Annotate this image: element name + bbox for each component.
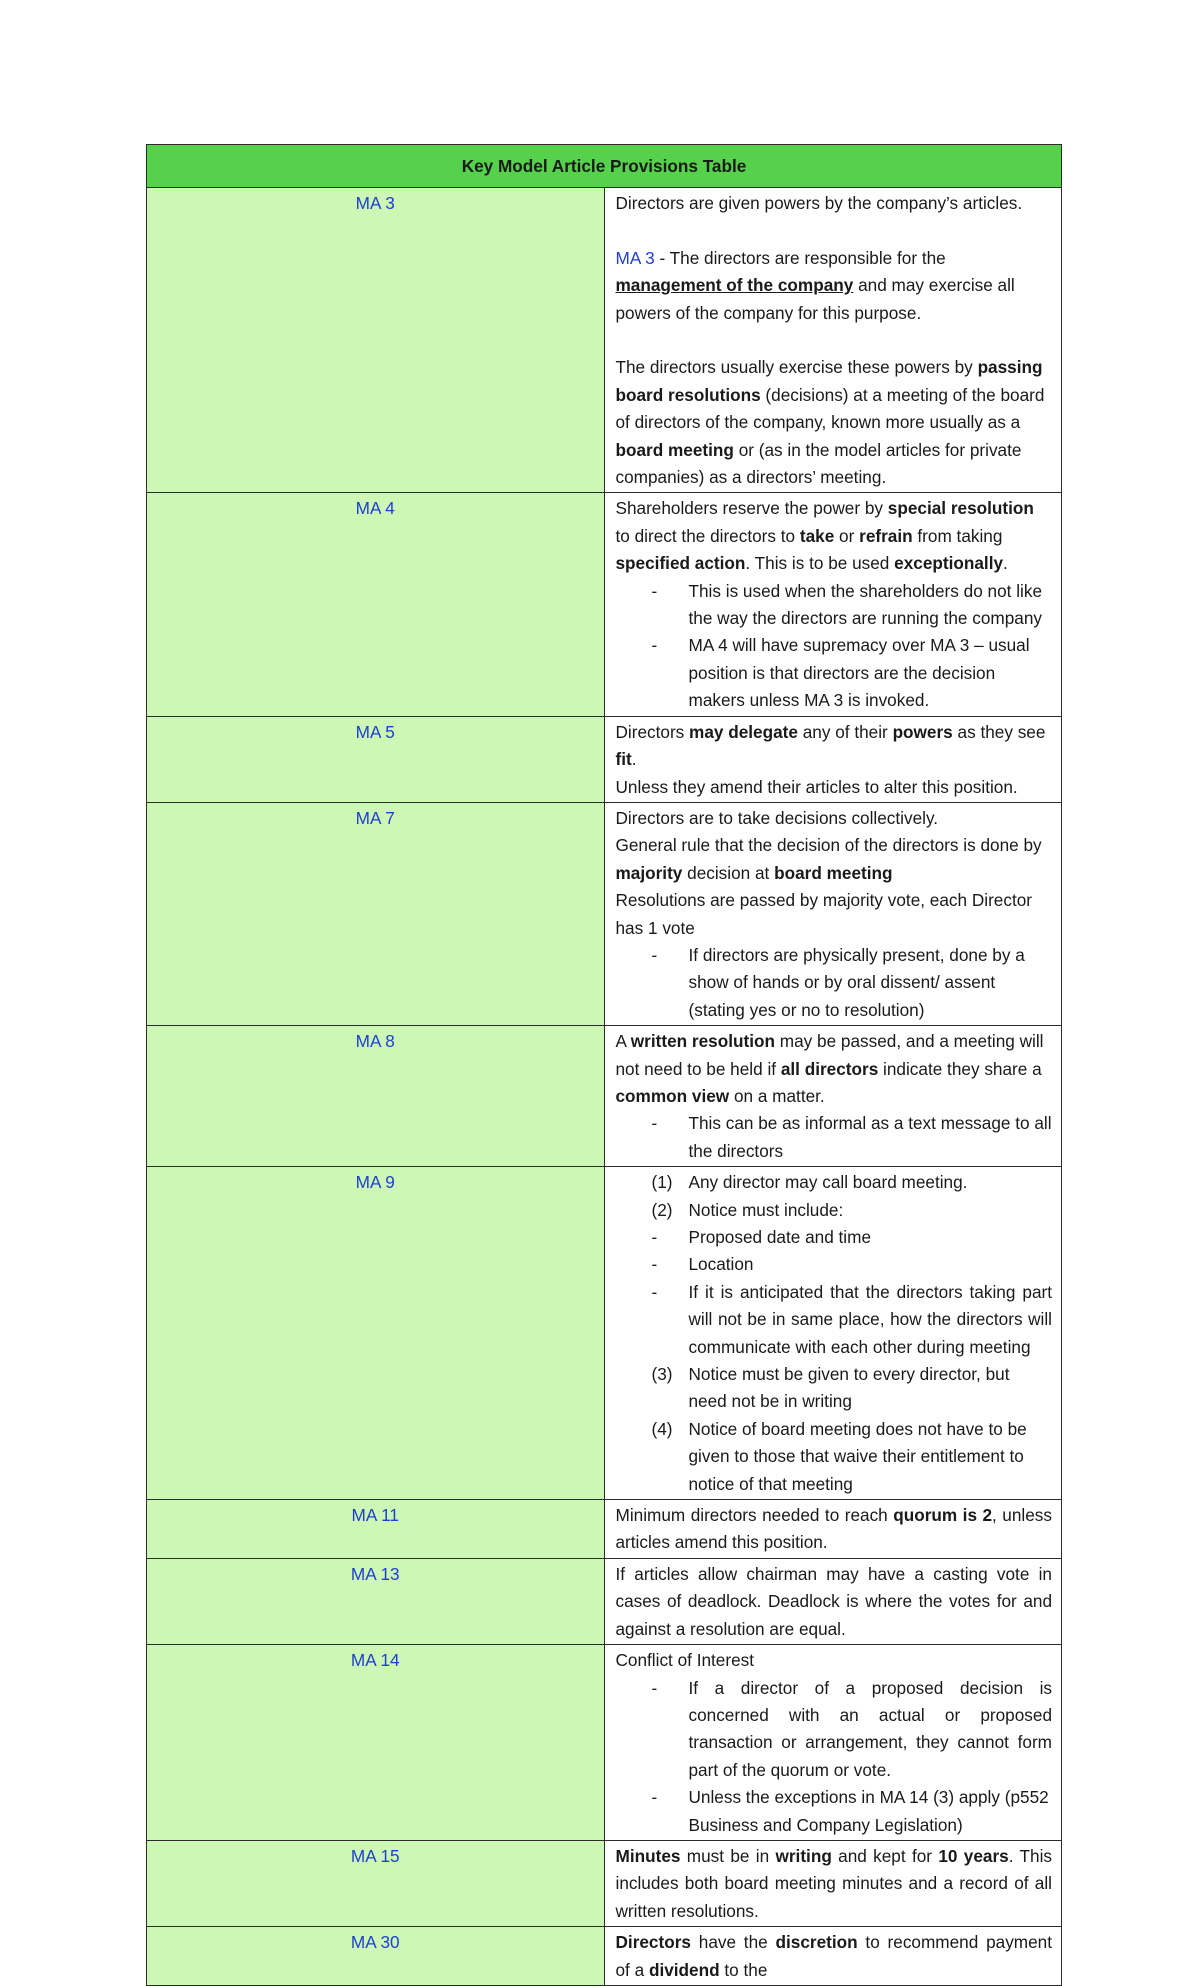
- paragraph: Minimum directors needed to reach quorum is 2, unless articles amend this position.: [615, 1505, 1052, 1553]
- list-item: - This can be as informal as a text message to all the directors: [651, 1113, 1052, 1161]
- row-content: [604, 493, 1062, 716]
- paragraph: A written resolution may be passed, and a meeting will not need to be held if all directors indicate they share a common view on a matter.: [615, 1031, 1044, 1106]
- table-row: [147, 1840, 1062, 1926]
- row-label: MA 15: [147, 1840, 605, 1926]
- row-content: [604, 188, 1062, 493]
- bullet-list: [616, 1675, 1053, 1839]
- row-label: MA 13: [147, 1558, 605, 1644]
- row-content: [604, 1167, 1062, 1500]
- paragraph: Directors may delegate any of their powers as they see fit.: [615, 721, 1046, 770]
- table-row: [147, 1500, 1062, 1559]
- bullet-list: [616, 942, 1053, 1024]
- table-row: [147, 188, 1062, 493]
- list-item: (3) Notice must be given to every director, but need not be in writing: [651, 1364, 1010, 1412]
- list-item: - Location: [651, 1254, 754, 1275]
- table-row: [147, 1558, 1062, 1644]
- table-row: [147, 1927, 1062, 1986]
- paragraph: MA 3 - The directors are responsible for the management of the company and may exercise all powers of the company for this purpose.: [615, 247, 1015, 323]
- row-label: MA 9: [147, 1167, 605, 1500]
- table-row: [147, 1645, 1062, 1841]
- table-row: [147, 802, 1062, 1025]
- paragraph: The directors usually exercise these powers by passing board resolutions (decisions) at a meeting of the board of directors of the company, known more usually as a board meeting or (as in the model articles for private companies) as a directors’ meeting.: [615, 357, 1045, 488]
- list-item: - This is used when the shareholders do not like the way the directors are running the company: [651, 580, 1043, 629]
- provisions-table: [146, 144, 1062, 1986]
- bullet-list: [616, 1110, 1053, 1165]
- row-label: MA 7: [147, 802, 605, 1025]
- list-item: - Proposed date and time: [651, 1227, 871, 1247]
- paragraph: Directors have the discretion to recommend payment of a dividend to the: [615, 1932, 1052, 1980]
- row-label: MA 3: [147, 188, 605, 493]
- row-label: MA 14: [147, 1645, 605, 1841]
- numbered-list: [616, 1169, 1053, 1498]
- table-row: [147, 1167, 1062, 1500]
- list-item: - If a director of a proposed decision is concerned with an actual or proposed transaction or arrangement, they cannot form part of the quorum or vote.: [651, 1677, 1052, 1780]
- list-item: - If directors are physically present, done by a show of hands or by oral dissent/ assent (stating yes or no to resolution): [651, 944, 1025, 1020]
- paragraph: Minutes must be in writing and kept for 10 years. This includes both board meeting minutes and a record of all written resolutions.: [615, 1845, 1052, 1921]
- list-item: - If it is anticipated that the directors taking part will not be in same place, how the directors will communicate with each other during meeting: [651, 1281, 1052, 1357]
- row-label: MA 30: [147, 1927, 605, 1986]
- paragraph: Shareholders reserve the power by special resolution to direct the directors to take or refrain from taking specified action. This is to be used exceptionally.: [615, 498, 1034, 574]
- row-content: [604, 802, 1062, 1025]
- paragraph: If articles allow chairman may have a casting vote in cases of deadlock. Deadlock is where the votes for and against a resolution are equal.: [615, 1563, 1052, 1639]
- table-title-row: [147, 145, 1062, 188]
- list-item: (2) Notice must include:: [651, 1199, 844, 1220]
- table-row: [147, 716, 1062, 802]
- row-label: MA 11: [147, 1500, 605, 1559]
- table-row: [147, 1026, 1062, 1167]
- document-page: [146, 144, 1062, 1986]
- bullet-list: [616, 578, 1053, 715]
- table-title: Key Model Article Provisions Table: [147, 145, 1062, 188]
- row-content: [604, 1645, 1062, 1841]
- text-line: Directors are to take decisions collectively.: [615, 807, 939, 828]
- row-content: [604, 1500, 1062, 1559]
- row-content: [604, 1840, 1062, 1926]
- list-item: - MA 4 will have supremacy over MA 3 – usual position is that directors are the decision makers unless MA 3 is invoked.: [651, 635, 1030, 711]
- list-item: - Unless the exceptions in MA 14 (3) apply (p552 Business and Company Legislation): [651, 1787, 1049, 1835]
- row-content: [604, 1927, 1062, 1986]
- list-item: (4) Notice of board meeting does not have to be given to those that waive their entitlement to notice of that meeting: [651, 1418, 1027, 1494]
- list-item: (1) Any director may call board meeting.: [651, 1172, 968, 1193]
- text-line: Conflict of Interest: [615, 1650, 755, 1671]
- row-label: MA 4: [147, 493, 605, 716]
- text-line: Unless they amend their articles to alter this position.: [615, 776, 1018, 797]
- row-content: [604, 1558, 1062, 1644]
- text-line: Directors are given powers by the company’s articles.: [615, 193, 1023, 213]
- table-row: [147, 493, 1062, 716]
- row-label: MA 5: [147, 716, 605, 802]
- row-content: [604, 716, 1062, 802]
- text-line: Resolutions are passed by majority vote, each Director has 1 vote: [615, 890, 1033, 938]
- row-label: MA 8: [147, 1026, 605, 1167]
- row-content: [604, 1026, 1062, 1167]
- paragraph: General rule that the decision of the directors is done by majority decision at board meeting: [615, 835, 1042, 883]
